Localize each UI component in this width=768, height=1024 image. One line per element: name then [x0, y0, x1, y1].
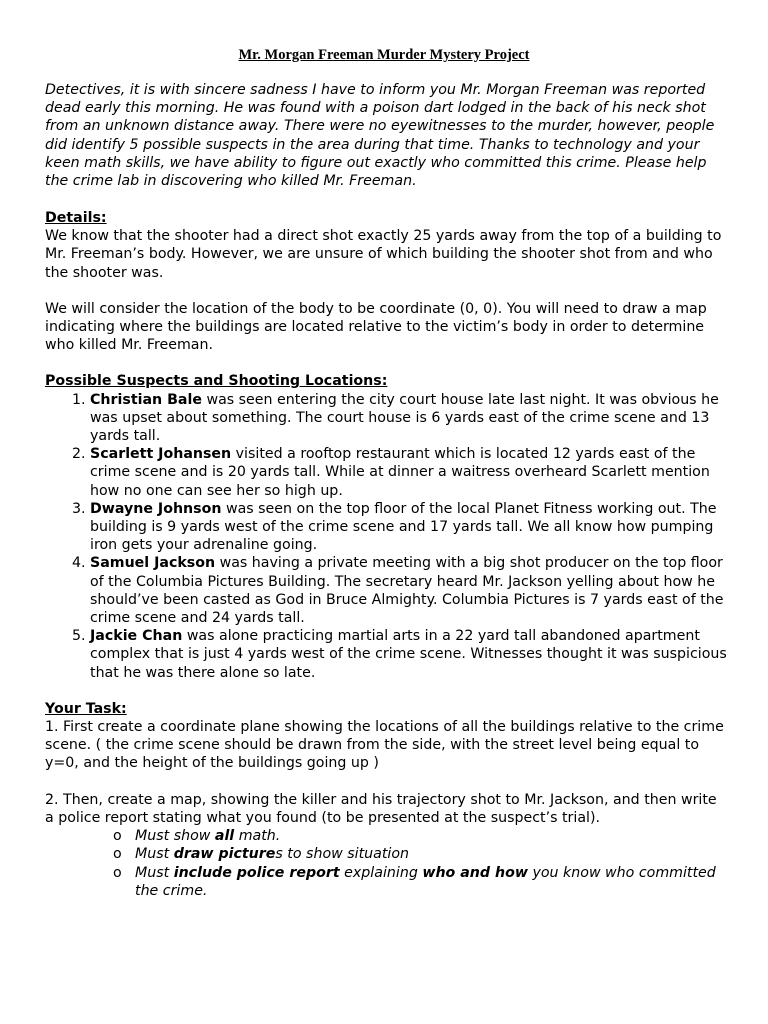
details-paragraph-2: We will consider the location of the body to be coordinate (0, 0). You will need to draw a map indicating where the buildings are located relative to the victim’s body in order to determine who killed Mr. Freeman.	[45, 300, 707, 354]
requirement-text: explaining	[339, 864, 423, 881]
requirement-emphasis: all	[214, 828, 235, 845]
details-heading: Details:	[45, 210, 107, 226]
suspect-name: Scarlett Johansen	[90, 446, 232, 463]
requirement-emphasis: include police report	[173, 864, 340, 881]
requirement-emphasis: who and how	[422, 864, 528, 881]
suspect-description: was alone practicing martial arts in a 22 yard tall abandoned apartment complex that is just 4 yards west of the crime scene. Witnesses thought it was suspicious that he was there alone so late.	[90, 628, 727, 681]
suspect-item	[90, 554, 729, 627]
requirement-text: Must	[135, 846, 174, 863]
requirement-text: you know who committed the crime.	[135, 864, 716, 899]
suspect-item	[90, 500, 729, 555]
suspect-description: visited a rooftop restaurant which is located 12 yards east of the crime scene and is 20 yards tall. While at dinner a waitress overheard Scarlett mention how no one can see her so high up.	[90, 446, 710, 499]
requirement-text: Must	[135, 864, 174, 881]
suspect-description: was having a private meeting with a big shot producer on the top floor of the Columbia Pictures Building. The secretary heard Mr. Jackson yelling about how he should’ve been casted as God in Bruce Almighty. Columbia Pictures is 7 yards east of the crime scene and 24 yards tall.	[90, 555, 724, 627]
document-title: Mr. Morgan Freeman Murder Mystery Project	[238, 47, 530, 63]
suspect-description: was seen on the top floor of the local Planet Fitness working out. The building is 9 yards west of the crime scene and 17 yards tall. We all know how pumping iron gets your adrenaline going.	[90, 500, 717, 554]
task-paragraph-1: 1. First create a coordinate plane showing the locations of all the buildings relative to the crime scene. ( the crime scene should be drawn from the side, with the street level being equal to y=0, and the height of the buildings going up )	[45, 719, 724, 772]
intro-paragraph: Detectives, it is with sincere sadness I have to inform you Mr. Morgan Freeman was reported dead early this morning. He was found with a poison dart lodged in the back of his neck shot from an unknown distance away. There were no eyewitnesses to the murder, however, people did identify 5 possible suspects in the area during that time. Thanks to technology and your keen math skills, we have ability to figure out exactly who committed this crime. Please help the crime lab in discovering who killed Mr. Freeman.	[45, 82, 715, 190]
requirement-item	[113, 864, 729, 900]
circle-bullet-icon: o	[113, 828, 122, 845]
circle-bullet-icon: o	[113, 864, 122, 881]
suspect-item	[90, 391, 729, 446]
requirement-item	[113, 845, 729, 863]
suspect-name: Jackie Chan	[90, 628, 183, 645]
task-heading: Your Task:	[45, 700, 127, 717]
suspect-name: Christian Bale	[90, 391, 202, 408]
main-content	[45, 209, 729, 900]
details-paragraph-1: We know that the shooter had a direct shot exactly 25 yards away from the top of a building to Mr. Freeman’s body. However, we are unsure of which building the shooter shot from and who the shooter was.	[45, 228, 722, 281]
suspect-item	[90, 627, 729, 682]
requirement-text: math.	[234, 828, 281, 845]
task-paragraph-2: 2. Then, create a map, showing the killer and his trajectory shot to Mr. Jackson, and then write a police report stating what you found (to be presented at the suspect’s trial).	[45, 791, 717, 826]
suspect-description: was seen entering the city court house late last night. It was obvious he was upset about something. The court house is 6 yards east of the crime scene and 13 yards tall.	[90, 391, 719, 445]
suspect-name: Dwayne Johnson	[90, 500, 222, 517]
requirement-emphasis: draw picture	[173, 846, 276, 863]
requirements-list	[45, 827, 729, 900]
requirement-item	[113, 827, 729, 845]
suspect-name: Samuel Jackson	[90, 555, 216, 572]
suspect-item	[90, 445, 729, 500]
suspects-heading: Possible Suspects and Shooting Locations:	[45, 373, 388, 390]
requirement-text: s to show situation	[275, 846, 409, 863]
circle-bullet-icon: o	[113, 846, 122, 863]
suspects-list	[45, 391, 729, 682]
requirement-text: Must show	[135, 828, 215, 845]
